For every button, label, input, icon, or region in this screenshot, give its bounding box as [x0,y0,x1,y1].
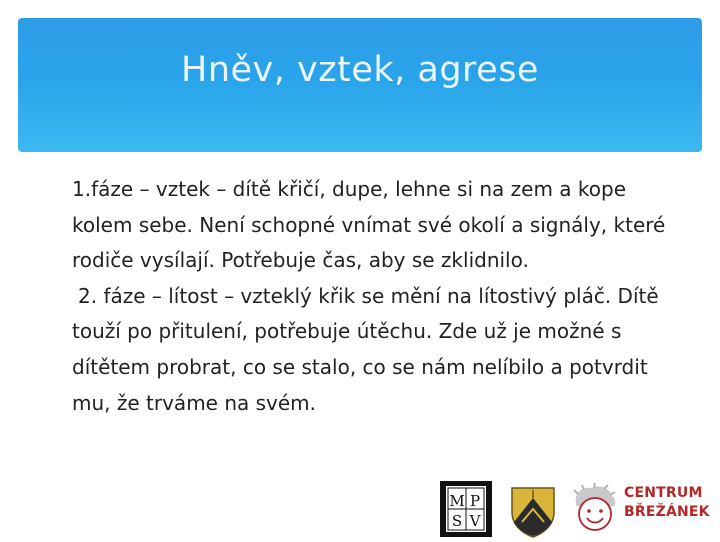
svg-text:P: P [469,492,481,510]
mpsv-logo-graphic [440,481,492,537]
svg-text:S: S [451,512,463,530]
wordmark-line-1: CENTRUM [624,485,703,501]
slide-title: Hněv, vztek, agrese [181,50,539,90]
svg-text:M: M [449,492,465,510]
shield-crest-icon [508,482,558,538]
child-face-icon [568,482,620,534]
svg-text:V: V [469,512,481,530]
logo-strip [440,480,710,538]
paragraph-phase-2: 2. fáze – lítost – vzteklý křik se mění na lítostivý pláč. Dítě touží po přitulení, potřebuje útěchu. Zde už je možné s dítětem probrat, co se stalo, co se nám nelíbilo a potvrdit mu, že trváme na svém. [72,283,659,415]
centrum-mascot [568,482,620,534]
paragraph-phase-1: 1.fáze – vztek – dítě křičí, dupe, lehne si na zem a kope kolem sebe. Není schopné vnímat své okolí a signály, které rodiče vysílají. Potřebuje čas, aby se zklidnilo. [72,177,666,273]
slide-body [72,172,672,421]
wordmark-line-2: BŘEŽÁNEK [624,504,710,520]
centrum-brezanek-wordmark [624,484,710,522]
crest-logo [508,482,558,538]
mpsv-logo [440,481,492,537]
